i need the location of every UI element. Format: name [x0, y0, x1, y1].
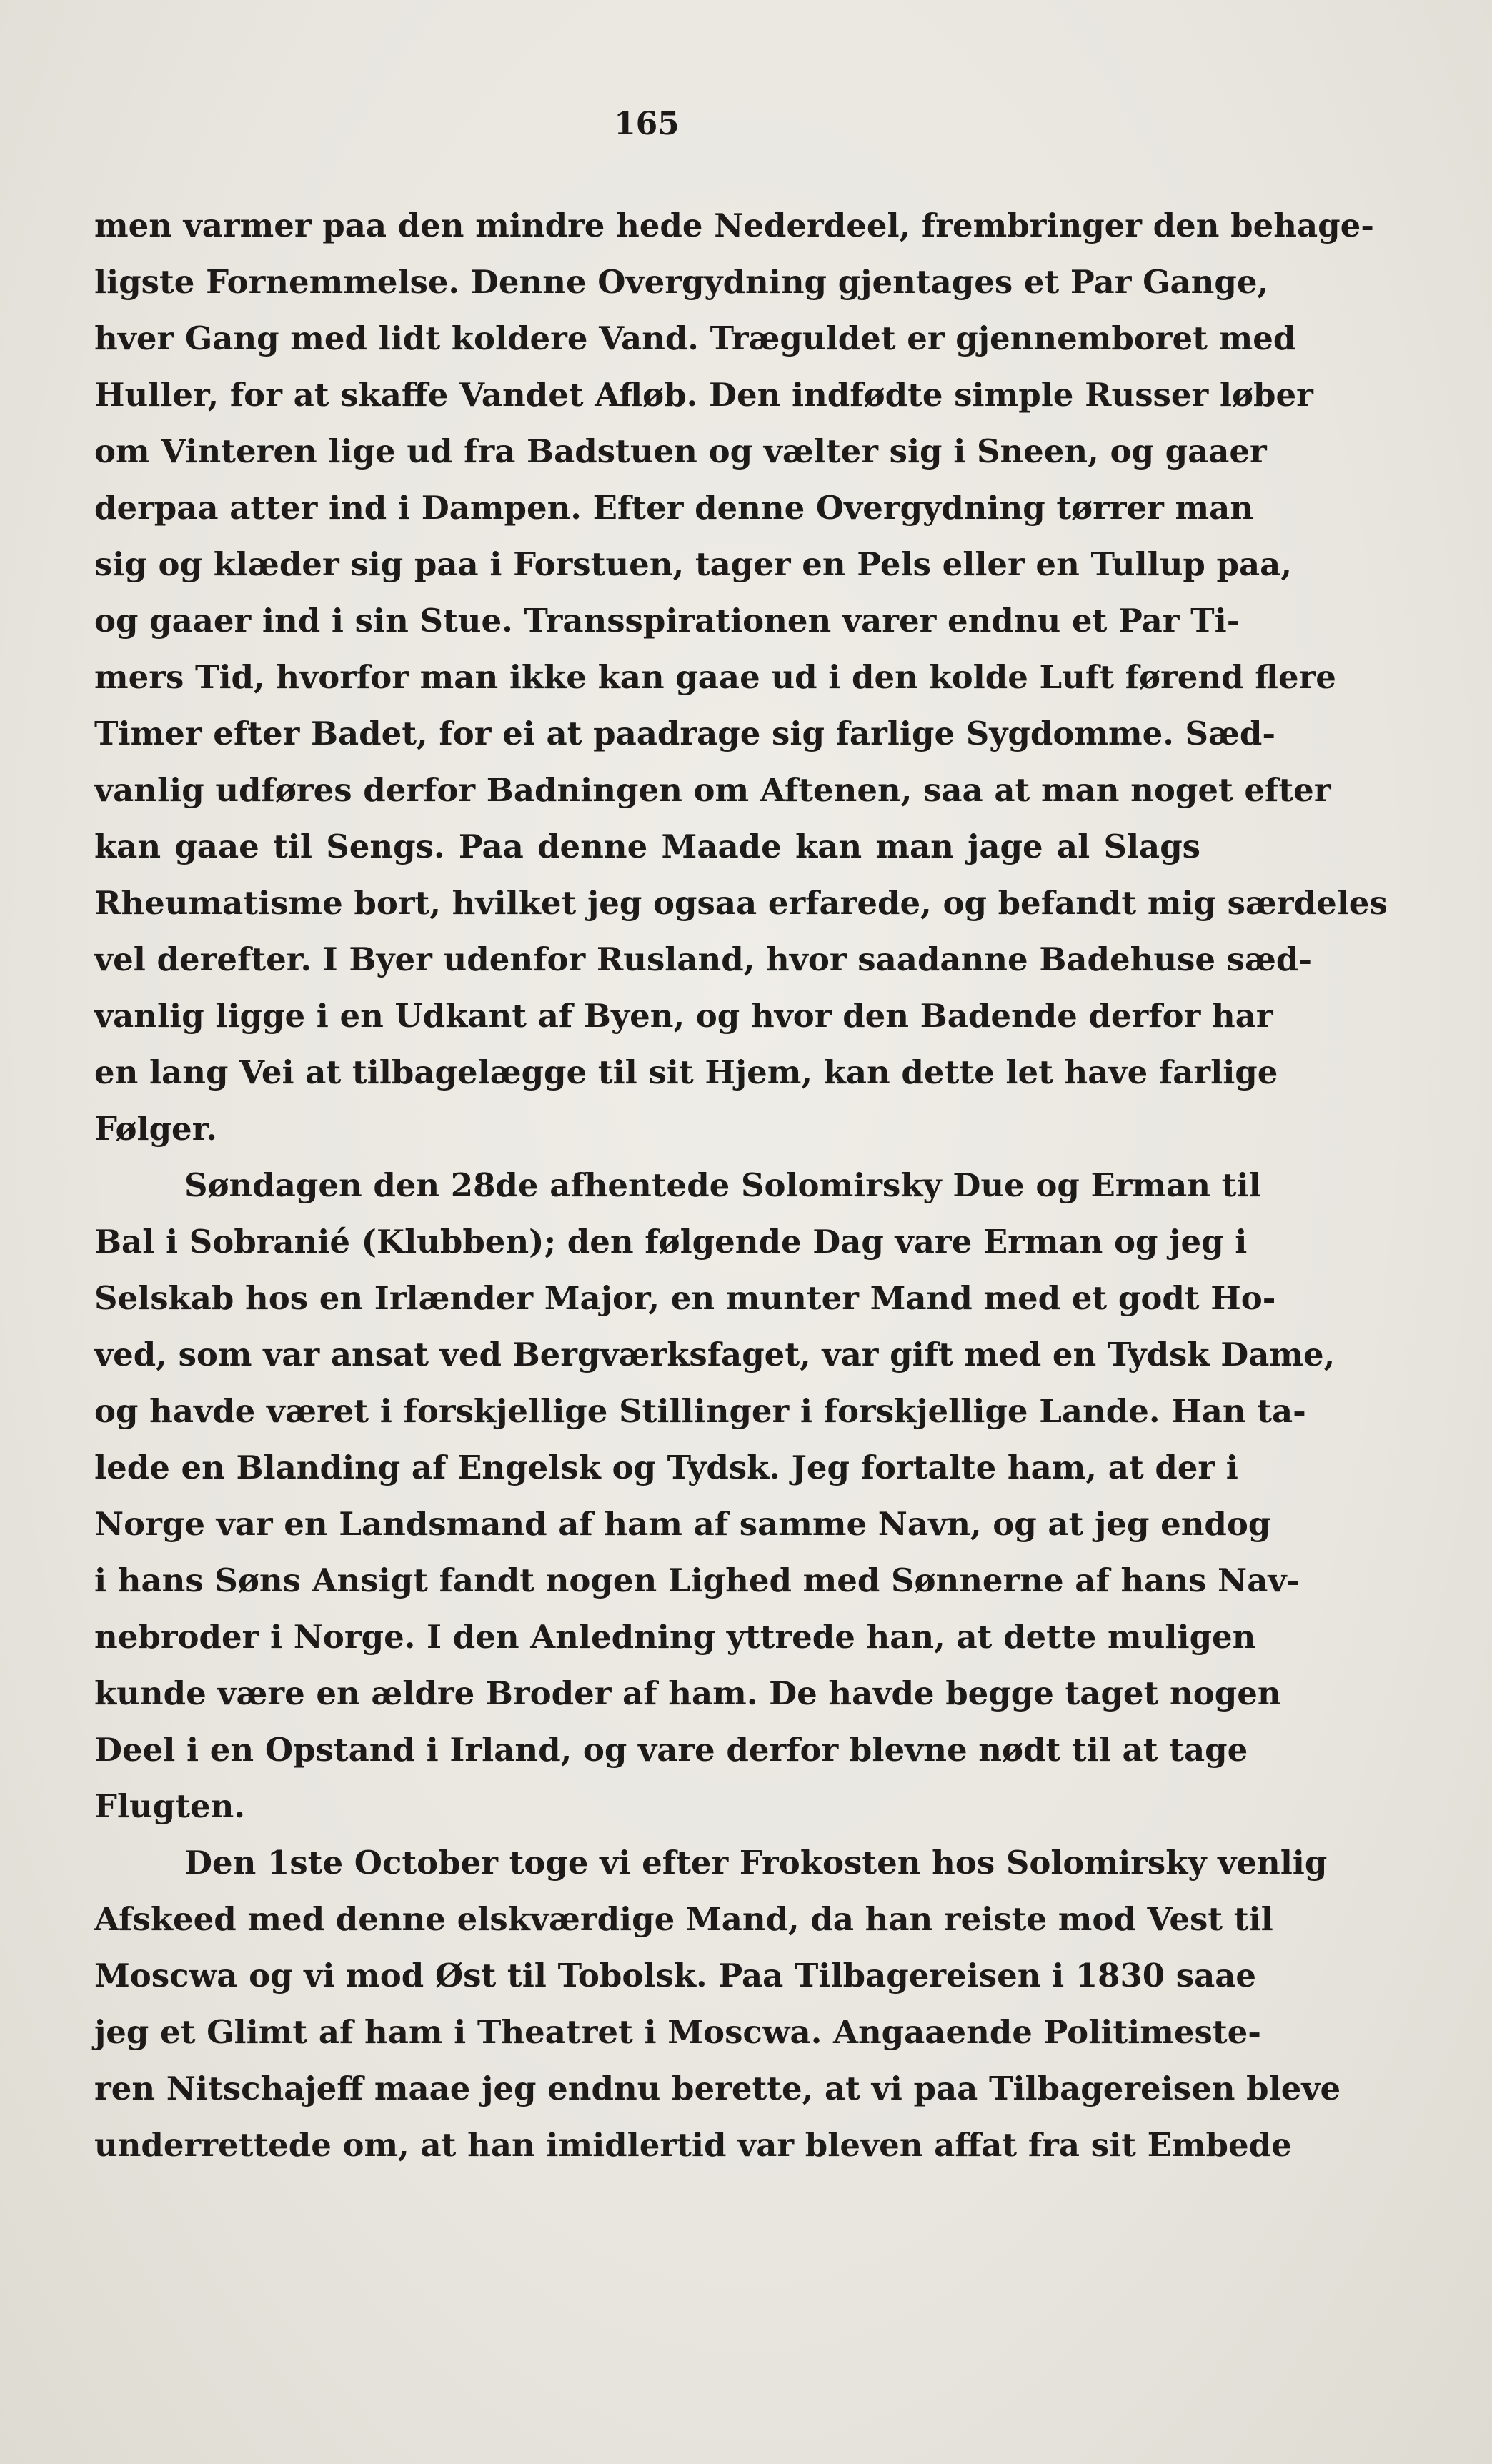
- text-line: lede en Blanding af Engelsk og Tydsk. Jeg fortalte ham, at der i: [94, 1449, 1238, 1486]
- text-line: jeg et Glimt af ham i Theatret i Moscwa. Angaaende Politimeste-: [94, 2013, 1261, 2051]
- text-line: men varmer paa den mindre hede Nederdeel, frembringer den behage-: [94, 207, 1374, 244]
- paragraph: [94, 197, 1388, 1157]
- text-line: ligste Fornemmelse. Denne Overgydning gjentages et Par Gange,: [94, 263, 1269, 301]
- text-line: underrettede om, at han imidlertid var bleven affat fra sit Embede: [94, 2126, 1292, 2164]
- text-line: om Vinteren lige ud fra Badstuen og vælter sig i Sneen, og gaaer: [94, 432, 1267, 470]
- text-line: en lang Vei at tilbagelægge til sit Hjem, kan dette let have farlige: [94, 1053, 1278, 1091]
- text-line: Deel i en Opstand i Irland, og vare derfor blevne nødt til at tage: [94, 1731, 1248, 1769]
- page-number: 165: [614, 106, 680, 142]
- text-line: og gaaer ind i sin Stue. Transspirationen varer endnu et Par Ti-: [94, 602, 1240, 640]
- text-line: Flugten.: [94, 1787, 246, 1825]
- text-line: Den 1ste October toge vi efter Frokosten hos Solomirsky venlig: [184, 1844, 1328, 1882]
- text-line: Moscwa og vi mod Øst til Tobolsk. Paa Tilbagereisen i 1830 saae: [94, 1957, 1257, 1994]
- text-line: ren Nitschajeff maae jeg endnu berette, at vi paa Tilbagereisen bleve: [94, 2070, 1341, 2107]
- text-line: Rheumatisme bort, hvilket jeg ogsaa erfarede, og befandt mig særdeles: [94, 884, 1388, 922]
- text-line: og havde været i forskjellige Stillinger i forskjellige Lande. Han ta-: [94, 1392, 1306, 1430]
- text-line: kan gaae til Sengs. Paa denne Maade kan man jage al Slags: [94, 828, 1200, 865]
- text-line: i hans Søns Ansigt fandt nogen Lighed med Sønnerne af hans Nav-: [94, 1561, 1300, 1599]
- body-text: [94, 197, 1388, 2173]
- text-line: Bal i Sobranié (Klubben); den følgende Dag vare Erman og jeg i: [94, 1223, 1248, 1261]
- text-line: Følger.: [94, 1110, 217, 1148]
- text-line: mers Tid, hvorfor man ikke kan gaae ud i den kolde Luft førend flere: [94, 658, 1336, 696]
- text-line: Afskeed med denne elskværdige Mand, da han reiste mod Vest til: [94, 1900, 1273, 1938]
- text-line: sig og klæder sig paa i Forstuen, tager en Pels eller en Tullup paa,: [94, 545, 1293, 583]
- text-line: vel derefter. I Byer udenfor Rusland, hvor saadanne Badehuse sæd-: [94, 940, 1313, 978]
- paragraph: [94, 1157, 1336, 1834]
- text-line: vanlig udføres derfor Badningen om Aftenen, saa at man noget efter: [94, 771, 1331, 809]
- text-line: vanlig ligge i en Udkant af Byen, og hvor den Badende derfor har: [94, 997, 1273, 1035]
- text-line: nebroder i Norge. I den Anledning yttrede han, at dette muligen: [94, 1618, 1256, 1656]
- text-line: derpaa atter ind i Dampen. Efter denne Overgydning tørrer man: [94, 489, 1254, 527]
- text-line: hver Gang med lidt koldere Vand. Træguldet er gjennemboret med: [94, 319, 1296, 357]
- text-line: Huller, for at skaffe Vandet Afløb. Den indfødte simple Russer løber: [94, 376, 1313, 414]
- text-line: Norge var en Landsmand af ham af samme Navn, og at jeg endog: [94, 1505, 1271, 1543]
- text-line: Selskab hos en Irlænder Major, en munter Mand med et godt Ho-: [94, 1279, 1276, 1317]
- text-line: kunde være en ældre Broder af ham. De havde begge taget nogen: [94, 1674, 1281, 1712]
- paragraph: [94, 1834, 1341, 2173]
- text-line: ved, som var ansat ved Bergværksfaget, var gift med en Tydsk Dame,: [94, 1336, 1336, 1373]
- text-line: Søndagen den 28de afhentede Solomirsky Due og Erman til: [184, 1166, 1261, 1204]
- text-line: Timer efter Badet, for ei at paadrage sig farlige Sygdomme. Sæd-: [94, 715, 1276, 752]
